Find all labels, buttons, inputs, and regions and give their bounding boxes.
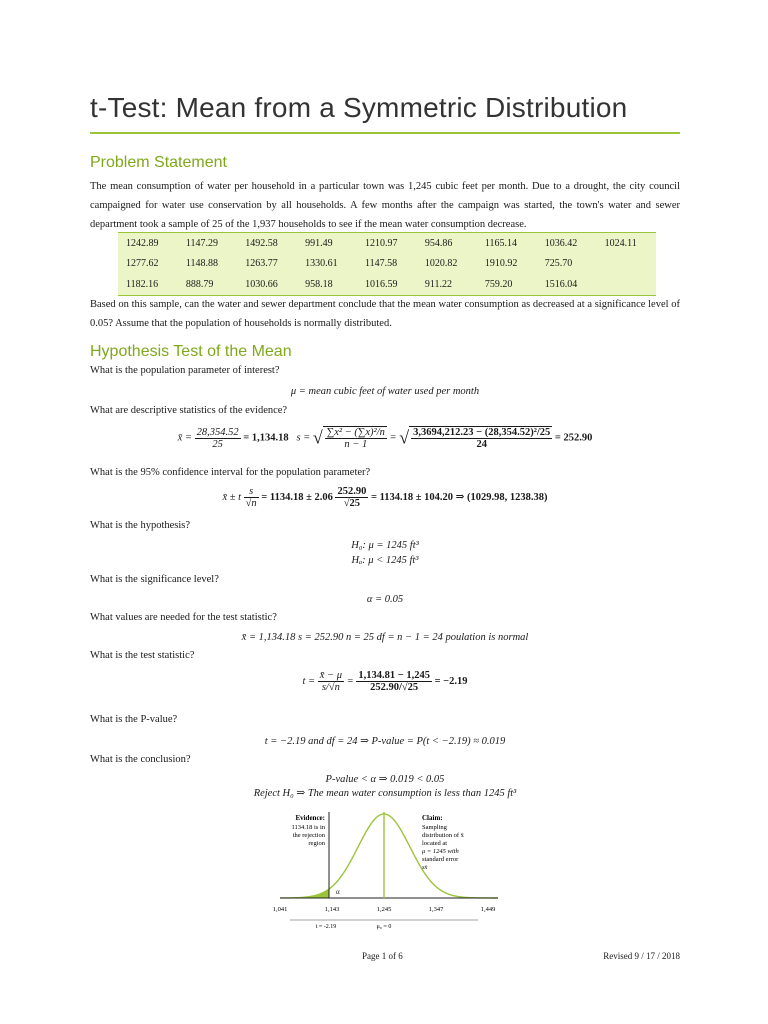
x-tick-label: 1,143 [324, 906, 340, 913]
answer-parameter: μ = mean cubic feet of water used per month [290, 386, 480, 397]
table-cell: 1030.66 [245, 279, 278, 291]
answer-pvalue: t = −2.19 and df = 24 ⇒ P-value = P(t < −2.19) ≈ 0.019 [264, 736, 506, 747]
xbar-denominator: 25 [212, 438, 223, 450]
title-divider [90, 132, 680, 134]
table-cell: 958.18 [305, 279, 333, 291]
x-tick-label: 1,245 [376, 906, 392, 913]
sampling-distribution-figure [270, 808, 510, 934]
evidence-line: region [308, 840, 325, 847]
table-cell: 1516.04 [544, 279, 578, 291]
question-test-statistic: What is the test statistic? [90, 650, 195, 661]
question-conclusion: What is the conclusion? [90, 754, 191, 765]
claim-line: μ = 1245 with [422, 848, 459, 855]
ci-sqrt-n: √n [245, 498, 257, 509]
ts-value: = −2.19 [434, 675, 468, 687]
problem-heading: Problem Statement [90, 154, 227, 171]
table-row [118, 274, 656, 295]
question-significance: What is the significance level? [90, 574, 219, 585]
claim-line: distribution of x̄ [422, 832, 464, 839]
table-cell: 1330.61 [305, 258, 338, 270]
s-formula-numerator: ∑x² − (∑x)²/n [326, 427, 385, 438]
answer-h0: H₀: μ = 1245 ft³ [351, 540, 419, 551]
answer-descriptive: x̄ = $\frac{28,354.52}{25}$ = 1,134.18 s = √ $\frac{\text{∑x² − (∑x)²/n}}{n - 1}$ = √ $\frac{\text{3,3694,212.23 − (28,354.52)²/25}}{24}$ = 252.90 [177, 426, 593, 450]
ci-result: = 1134.18 ± 104.20 ⇒ (1029.98, 1238.38) [370, 491, 548, 503]
evidence-line: the rejection [292, 832, 325, 839]
answer-ha: Hₐ: μ < 1245 ft³ [351, 555, 419, 566]
answer-significance: α = 0.05 [366, 594, 404, 605]
mu-label: μ₀ = 0 [376, 924, 392, 930]
xbar-fraction [195, 427, 241, 450]
table-cell: 1910.92 [484, 258, 518, 270]
question-parameter: What is the population parameter of interest? [90, 365, 280, 376]
s-label: s = [296, 432, 311, 444]
question-hypothesis: What is the hypothesis? [90, 520, 191, 531]
answer-confidence [90, 486, 680, 509]
ts-fraction-values [356, 670, 432, 693]
s-formula-denominator: n − 1 [344, 439, 368, 450]
table-cell: 725.70 [544, 258, 573, 270]
answer-test-statistic: t = $\frac{x̄ - \mu}{s/√n}$ = $\frac{1,134.81 - 1,245}{252.90/√25}$ = −2.19 [302, 670, 468, 693]
table-cell: 1263.77 [245, 258, 278, 270]
page-title: t-Test: Mean from a Symmetric Distribution [90, 92, 628, 123]
table-cell: 1210.97 [365, 237, 398, 249]
alpha-label: α [336, 888, 340, 896]
claim-line: Sampling [422, 824, 447, 831]
question-confidence: What is the 95% confidence interval for the population parameter? [90, 467, 371, 478]
answer-conclusion-2: Reject H₀ ⇒ The mean water consumption is less than 1245 ft³ [253, 788, 517, 799]
table-cell: 1165.14 [484, 237, 517, 249]
answer-conclusion-1: P-value < α ⇒ 0.019 < 0.05 [325, 774, 445, 785]
hypothesis-heading: Hypothesis Test of the Mean [90, 343, 292, 360]
s-value-root [409, 426, 552, 450]
table-cell: 1148.88 [185, 258, 219, 270]
ts-label: t = [302, 675, 316, 687]
table-cell: 1147.29 [185, 237, 219, 249]
evidence-line: 1134.18 is in [291, 824, 325, 831]
ci-fraction-values [335, 486, 368, 509]
question-values: What values are needed for the test statistic? [90, 612, 277, 623]
ts-numerator: x̄ − μ [319, 670, 342, 681]
s-value-numerator: 3,3694,212.23 − (28,354.52)²/25 [413, 427, 551, 438]
ts-numerator-values: 1,134.81 − 1,245 [358, 670, 430, 681]
table-cell: 1147.58 [365, 258, 398, 270]
xbar-numerator: 28,354.52 [196, 426, 239, 438]
s-value-denominator: 24 [476, 439, 487, 450]
question-descriptive: What are descriptive statistics of the evidence? [90, 405, 288, 416]
table-row [118, 233, 656, 254]
claim-line: located at [422, 840, 448, 847]
table-row [118, 254, 656, 275]
x-tick-label: 1,449 [480, 906, 496, 913]
ci-s-value: 252.90 [337, 486, 367, 497]
claim-line: standard error [422, 856, 459, 863]
s-formula-root [323, 426, 387, 450]
ci-s: s [244, 486, 259, 498]
table-cell: 1242.89 [126, 237, 159, 249]
evidence-title: Evidence: [295, 814, 325, 822]
claim-line: sx̄ [422, 864, 428, 871]
table-cell: 911.22 [424, 279, 453, 291]
sqrt-icon: √ [399, 427, 410, 448]
x-tick-label: 1,347 [428, 906, 444, 913]
claim-title: Claim: [422, 814, 443, 822]
table-cell: 991.49 [305, 237, 333, 249]
table-cell: 1016.59 [365, 279, 398, 291]
table-cell [597, 274, 656, 295]
xbar-label: x̄ = [177, 432, 192, 444]
table-cell: 1024.11 [604, 237, 637, 249]
ts-denominator-values: 252.90/√25 [370, 682, 419, 693]
ci-sqrt-25: √25 [343, 498, 361, 509]
page-number: Page 1 of 6 [362, 951, 403, 961]
table-cell: 759.20 [484, 279, 513, 291]
ci-middle: = 1134.18 ± 2.06 [261, 491, 333, 503]
problem-question: Based on this sample, can the water and sewer department conclude that the mean water consumption as decreased at a significance level of 0.05? Assume that the population of households is normally distributed. [90, 299, 680, 329]
table-cell: 1492.58 [245, 237, 278, 249]
answer-values: x̄ = 1,134.18 s = 252.90 n = 25 df = n − 1 = 24 poulation is normal [241, 632, 529, 643]
ts-fraction [318, 670, 344, 693]
xbar-value: = 1,134.18 [243, 432, 289, 444]
table-cell: 1020.82 [424, 258, 458, 270]
table-cell: 1277.62 [126, 258, 159, 270]
table-cell [597, 254, 656, 275]
ci-fraction [244, 486, 259, 509]
s-value: = 252.90 [554, 432, 593, 444]
ts-denominator: s/√n [321, 682, 340, 693]
ci-lhs: x̄ ± t [222, 491, 242, 503]
revised-date: Revised 9 / 17 / 2018 [603, 951, 680, 961]
problem-paragraph: The mean consumption of water per household in a particular town was 1,245 cubic feet per month. Due to a drought, the city council campaigned for water use conservation by all households. A few months after the campaign was started, the town's water and sewer department took a sample of 25 of the 1,937 households to see if the mean water consumption decrease. [90, 181, 680, 230]
x-tick-label: 1,041 [272, 906, 288, 913]
t-label: t = -2.19 [315, 924, 337, 930]
table-cell: 954.86 [424, 237, 453, 249]
sqrt-icon: √ [312, 427, 323, 448]
question-pvalue: What is the P-value? [90, 714, 178, 725]
data-table [118, 232, 656, 296]
table-cell: 888.79 [185, 279, 214, 291]
table-cell: 1036.42 [544, 237, 578, 249]
table-cell: 1182.16 [126, 279, 159, 291]
